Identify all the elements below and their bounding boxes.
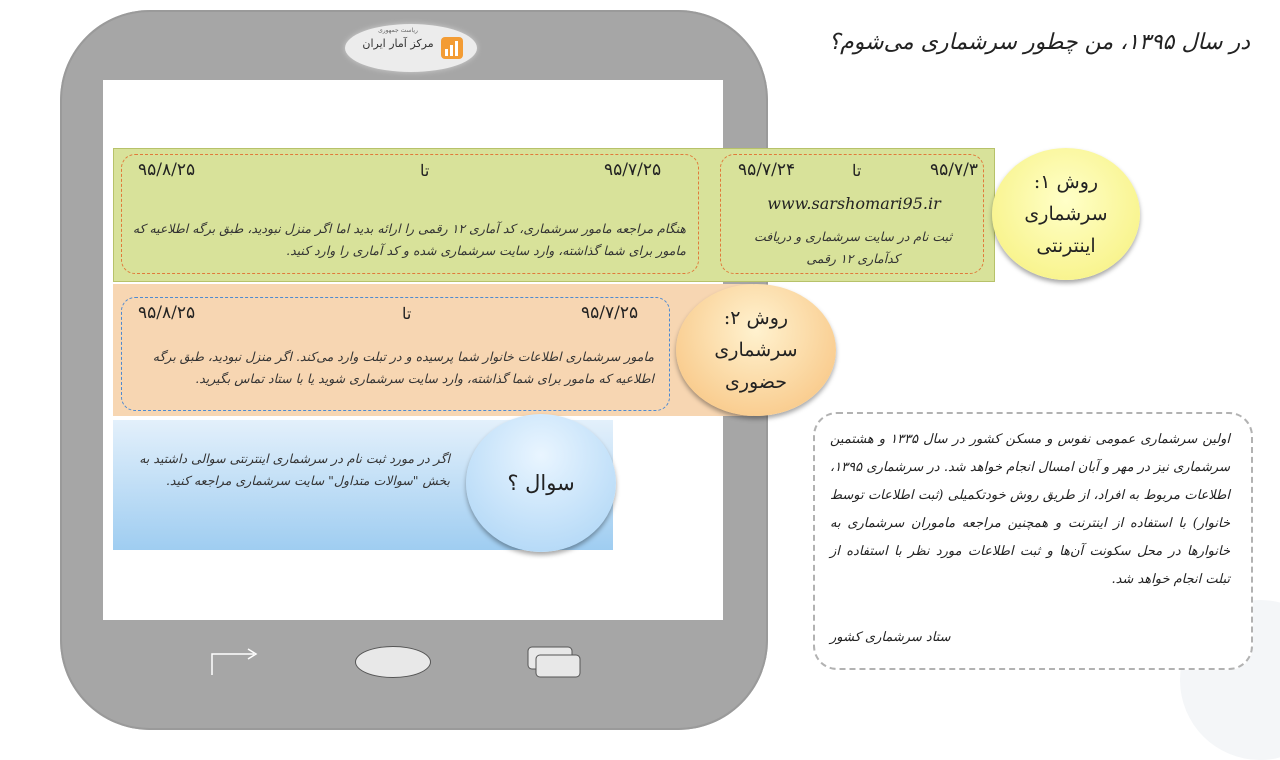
method2-date-from: ۹۵/۷/۲۵ [581,303,639,323]
census-website-link[interactable]: www.sarshomari95.ir [767,194,941,213]
home-button[interactable] [355,646,431,678]
method2-label-line2: سرشماری [714,339,798,361]
back-arrow-icon[interactable] [210,648,260,676]
chart-logo-icon [440,36,464,60]
method1-reg-date-from: ۹۵/۷/۳ [930,160,978,180]
method2-label-line1: روش ۲: [723,307,789,329]
method2-to: تا [402,304,412,323]
info-signature: ستاد سرشماری کشور [830,630,951,645]
method1-label-line3: اینترنتی [1036,235,1096,257]
recent-apps-icon[interactable] [526,645,584,679]
question-circle[interactable] [466,414,616,552]
method1-reg-to: تا [852,161,862,180]
method1-reg-date-to: ۹۵/۷/۲۴ [738,160,796,180]
method1-label-line2: سرشماری [1024,203,1108,225]
method1-circle [992,148,1140,280]
method2-label-line3: حضوری [724,371,788,393]
method1-entry-date-to: ۹۵/۸/۲۵ [138,160,196,180]
method2-date-to: ۹۵/۸/۲۵ [138,303,196,323]
question-description: اگر در مورد ثبت نام در سرشماری اینترنتی سوالی داشتید به بخش "سوالات متداول" سایت سرشماری مراجعه کنید. [139,451,450,488]
method1-label-line1: روش ۱: [1033,171,1099,193]
question-label: سوال ؟ [507,471,575,495]
method1-reg-description: ثبت نام در سایت سرشماری و دریافت کدآماری ۱۲ رقمی [754,229,952,266]
method2-circle [676,284,836,416]
method1-entry-to: تا [420,161,430,180]
method2-description: مامور سرشماری اطلاعات خانوار شما پرسیده و در تبلت وارد می‌کند. اگر منزل نبودید، طبق برگه اطلاعیه که مامور برای شما گذاشته، وارد سایت سرشماری شوید یا با ستاد تماس بگیرید. [152,349,654,386]
page-title: در سال ۱۳۹۵، من چطور سرشماری می‌شوم؟ [828,30,1250,55]
logo-text: مرکز آمار ایران [362,37,434,50]
info-text: اولین سرشماری عمومی نفوس و مسکن کشور در سال ۱۳۳۵ و هشتمین سرشماری نیز در مهر و آبان امسال انجام خواهد شد. در سرشماری ۱۳۹۵، اطلاعات مربوط به افراد، از طریق روش خودتکمیلی (ثبت اطلاعات توسط خانوار) با استفاده از اینترنت و همچنین مراجعه ماموران سرشماری به خانوارها در محل سکونت آن‌ها و ثبت اطلاعات مورد نظر با استفاده از تبلت انجام خواهد شد. [830,432,1230,587]
method1-entry-date-from: ۹۵/۷/۲۵ [604,160,662,180]
method1-entry-description: هنگام مراجعه مامور سرشماری، کد آماری ۱۲ رقمی را ارائه بدید اما اگر منزل نبودید، طبق برگه اطلاعیه که مامور برای شما گذاشته، وارد سایت سرشماری شده و کد آماری را وارد کنید. [132,221,686,258]
logo-subtext: ریاست جمهوری [378,27,418,34]
